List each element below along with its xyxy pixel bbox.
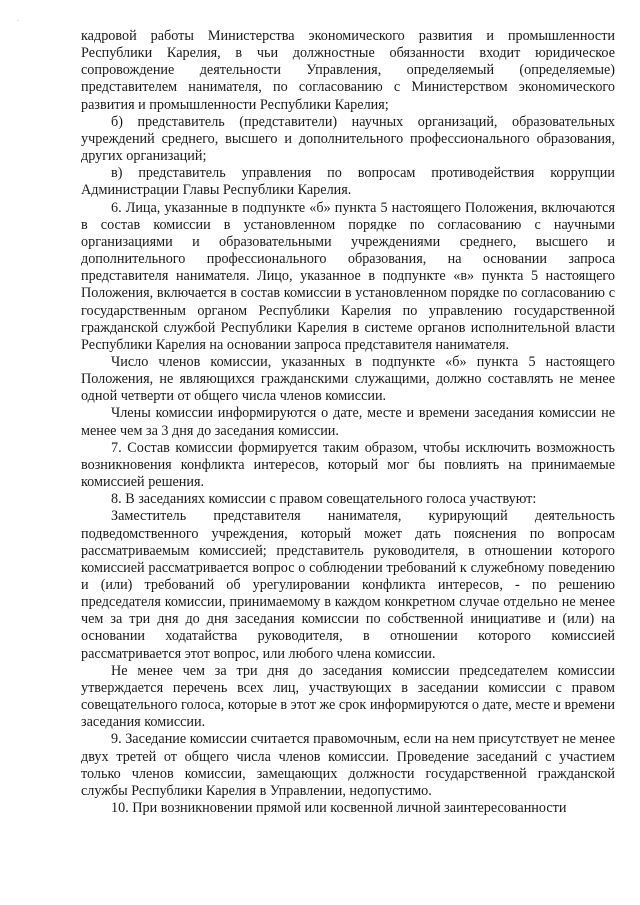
- paragraph-members-notice: Члены комиссии информируются о дате, месте и времени заседания комиссии не менее чем за 3 дня до заседания комиссии.: [81, 405, 615, 439]
- paragraph-item-v: в) представитель управления по вопросам противодействия коррупции Администрации Главы Республики Карелия.: [81, 165, 615, 199]
- paragraph-clause-8: 8. В заседаниях комиссии с правом совещательного голоса участвуют:: [111, 491, 537, 508]
- paragraph-clause-7: 7. Состав комиссии формируется таким образом, чтобы исключить возможность возникновения конфликта интересов, который мог бы повлиять на принимаемые комиссией решения.: [81, 439, 615, 491]
- paragraph-members-count: Число членов комиссии, указанных в подпункте «б» пункта 5 настоящего Положения, не являющихся гражданскими служащими, должно составлять не менее одной четверти от общего числа членов комиссии.: [81, 353, 615, 405]
- paragraph-continuation: кадровой работы Министерства экономического развития и промышленности Республики Карелия, в чьи должностные обязанности входит юридическое сопровождение деятельности Управления, определяемый (определяемые) представителем нанимателя, по согласованию с Министерством экономического развития и промышленности Республики Карелия;: [81, 28, 615, 113]
- scan-speck: ·: [17, 18, 19, 24]
- paragraph-participants-list: Не менее чем за три дня до заседания комиссии председателем комиссии утверждается перечень всех лиц, участвующих в заседании комиссии с правом совещательного голоса, которые в этот же срок информируются о дате, месте и времени заседания комиссии.: [81, 662, 615, 731]
- document-body: [81, 28, 615, 817]
- paragraph-item-b: б) представитель (представители) научных организаций, образовательных учреждений среднего, высшего и дополнительного профессионального образования, других организаций;: [81, 113, 615, 165]
- paragraph-clause-6: 6. Лица, указанные в подпункте «б» пункта 5 настоящего Положения, включаются в состав комиссии в установленном порядке по согласованию с научными организациями и образовательными учреждениями среднего, высшего и дополнительного профессионального образования, на основании запроса представителя нанимателя. Лицо, указанное в подпункте «в» пункта 5 настоящего Положения, включается в состав комиссии в установленном порядке по согласованию с государственным органом Республики Карелия по управлению государственной гражданской службой Республики Карелия в системе органов исполнительной власти Республики Карелия на основании запроса представителя нанимателя.: [81, 199, 615, 353]
- paragraph-deputy: Заместитель представителя нанимателя, курирующий деятельность подведомственного учреждения, который может дать пояснения по вопросам рассматриваемым комиссией; представитель руководителя, в отношении которого комиссией рассматривается вопрос о соблюдении требований к служебному поведению и (или) требований об урегулировании конфликта интересов, - по решению председателя комиссии, принимаемому в каждом конкретном случае отдельно не менее чем за три дня до дня заседания комиссии по собственной инициативе и (или) на основании ходатайства руководителя, в отношении которого комиссией рассматривается этот вопрос, или любого члена комиссии.: [81, 508, 615, 662]
- paragraph-clause-9: 9. Заседание комиссии считается правомочным, если на нем присутствует не менее двух третей от общего числа членов комиссии. Проведение заседаний с участием только членов комиссии, замещающих должности государственной гражданской службы Республики Карелия в Управлении, недопустимо.: [81, 731, 615, 799]
- paragraph-clause-10: 10. При возникновении прямой или косвенной личной заинтересованности: [111, 800, 567, 817]
